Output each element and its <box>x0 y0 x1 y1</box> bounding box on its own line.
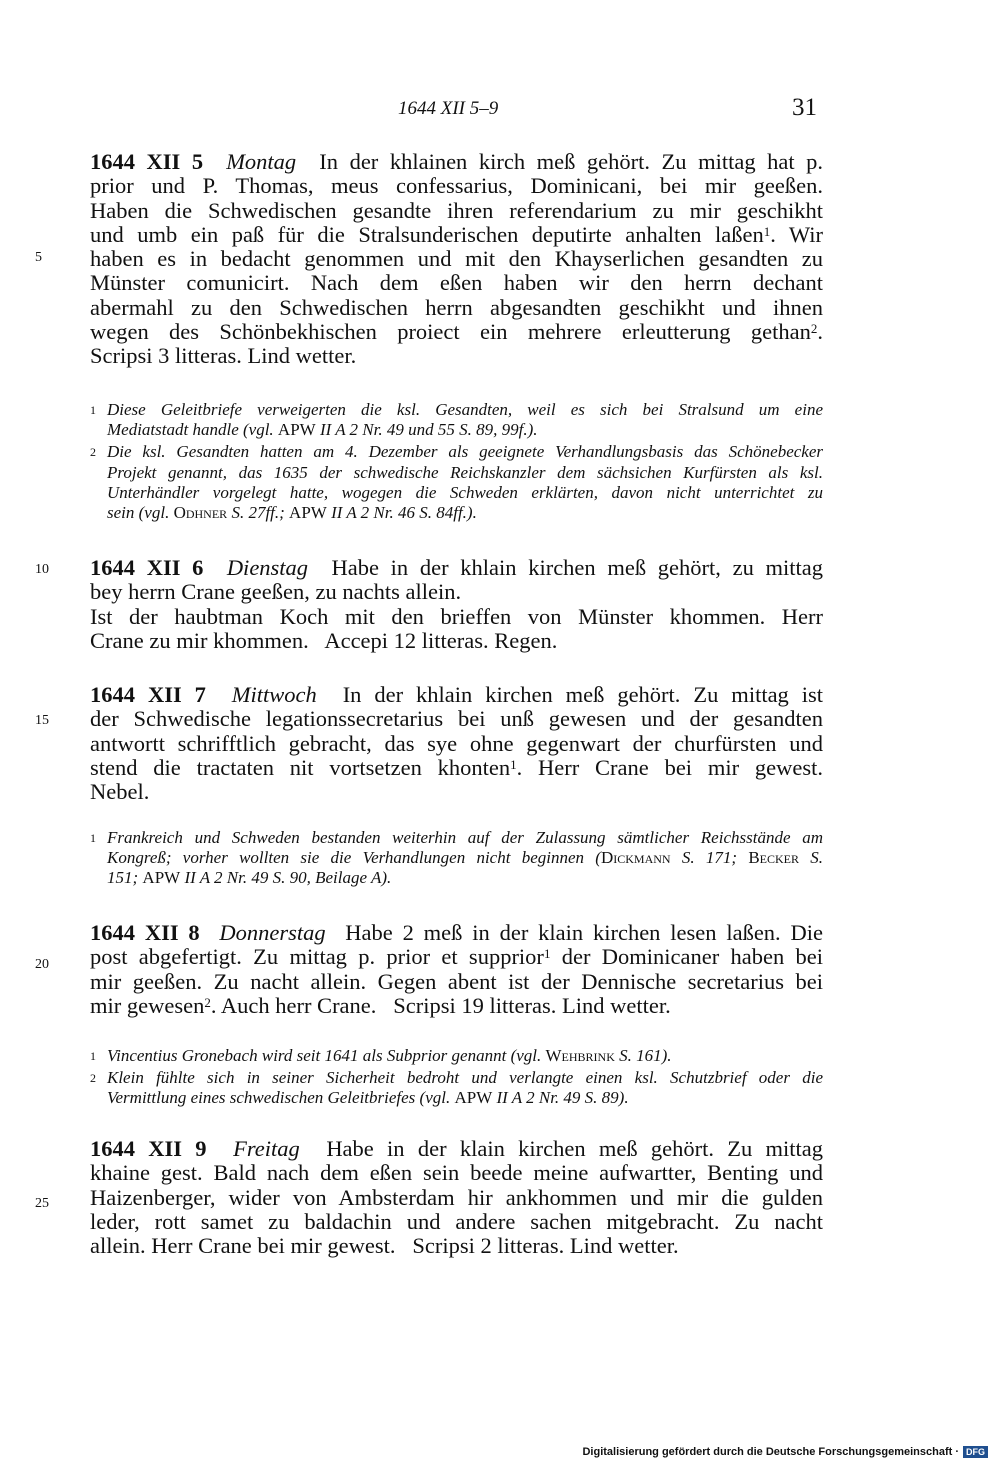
entry-line <box>90 1137 823 1161</box>
funding-footer <box>582 1446 988 1458</box>
diary-entry <box>90 150 823 369</box>
entry-date: 1644 XII 9 <box>90 1136 207 1161</box>
footnote-text: S. <box>799 848 824 868</box>
footnote-ref: 1 <box>763 223 771 239</box>
footnote-text: S. 27ff.; <box>227 502 290 522</box>
line-number: 5 <box>35 250 42 265</box>
entry-day: Dienstag <box>226 555 309 580</box>
footnote-line <box>90 442 823 462</box>
footnote-text: II A 2 Nr. 49 und 55 S. 89, 99f.). <box>315 420 538 440</box>
footnote-number: 2 <box>90 1071 96 1086</box>
footnote-text: S. 171; <box>670 848 749 868</box>
footnote-number: 1 <box>90 403 96 417</box>
footnote-text: Diese Geleitbriefe verweigerten die ksl. Gesandten, weil es sich bei Stralsund um eine <box>107 400 823 419</box>
entry-date: 1644 XII 5 <box>90 149 204 174</box>
footnote-text: Klein fühlte sich in seiner Sicherheit bedroht und verlangte einen ksl. Schutzbrief oder die <box>107 1068 823 1088</box>
entry-text: . Herr Crane bei mir gewest. <box>516 754 823 780</box>
footnote-line <box>90 1088 823 1108</box>
entry-date: 1644 XII 7 <box>90 682 206 707</box>
footnote-number: 1 <box>90 831 96 845</box>
footnote-line <box>90 420 823 440</box>
diary-entry <box>90 683 823 804</box>
footnote-text: Wehbrink <box>545 1046 615 1065</box>
footnote-text: II A 2 Nr. 49 S. 90, Beilage A). <box>180 868 392 888</box>
entry-line <box>90 683 823 707</box>
line-number: 20 <box>35 957 49 972</box>
footnote-ref: 2 <box>204 994 211 1010</box>
entry-date: 1644 XII 8 <box>90 920 200 945</box>
entry-text: post abgefertigt. Zu mittag p. prior et supprior <box>90 944 544 970</box>
footnote-line: Projekt genannt, das 1635 der schwedische Reichskanzler dem sächsichen Kurfürsten als ksl. <box>107 462 823 482</box>
footnote-line: Unterhändler vorgelegt hatte, wogegen die Schweden erklärten, davon nicht unterrichtet zu <box>107 482 823 502</box>
footnote-line <box>90 400 823 420</box>
entry-line <box>90 320 823 344</box>
entry-line: haben es in bedacht genommen und mit den Khayserlichen gesandten zu <box>90 246 823 272</box>
footnote-line <box>90 848 823 868</box>
entry-line: mir geeßen. Zu nacht allein. Gegen abent ist der Dennische secretarius bei <box>90 968 823 994</box>
entry-text: mir gewesen <box>90 992 205 1018</box>
footnote-line <box>90 868 823 888</box>
entry-line <box>90 756 823 780</box>
entry-line: Haizenberger, wider von Ambsterdam hir ankhommen und mir die gulden <box>90 1184 823 1210</box>
entry-line: leder, rott samet zu baldachin und andere sachen mitgebracht. Zu nacht <box>90 1208 823 1234</box>
footnote-text: APW <box>454 1088 493 1108</box>
diary-entry <box>90 921 823 1018</box>
entry-line <box>90 921 823 945</box>
entry-text: wegen des Schönbekhischen proiect ein mehrere erleutterung gethan <box>90 319 811 345</box>
entry-text: Habe in der klain kirchen meß gehört. Zu mittag <box>326 1136 823 1161</box>
entry-line <box>90 994 823 1018</box>
entry-line: khaine gest. Bald nach dem eßen sein beede meine aufwartter, Benting und <box>90 1160 823 1186</box>
entry-line: prior und P. Thomas, meus confessarius, Dominicani, bei mir geeßen. <box>90 173 823 199</box>
diary-entry <box>90 1137 823 1258</box>
entry-text: In der khlain kirchen meß gehört. Zu mittag ist <box>342 682 824 707</box>
entry-date: 1644 XII 6 <box>90 555 204 580</box>
footnote-text: Die ksl. Gesandten hatten am 4. Dezember als geeignete Verhandlungsbasis das Schönebecker <box>107 442 823 462</box>
page-number: 31 <box>792 94 817 121</box>
footnote-line <box>90 503 823 523</box>
footnote-line <box>90 1068 823 1088</box>
entry-line <box>90 556 823 580</box>
footnote-text: Becker <box>748 848 799 868</box>
funding-text: Digitalisierung gefördert durch die Deutsche Forschungsgemeinschaft · <box>582 1446 959 1458</box>
entry-line: Ist der haubtman Koch mit den brieffen von Münster khommen. Herr <box>90 603 823 629</box>
entry-text: . Wir <box>770 221 823 247</box>
footnote-text: APW <box>277 420 316 440</box>
footnote-text: 151; <box>107 868 143 888</box>
footnote-text: APW <box>142 868 181 888</box>
entry-text: Habe in der khlain kirchen meß gehört, zu mittag <box>331 555 824 580</box>
entry-line: antwortt schrifftlich gebracht, das sye ohne gegenwart der churfürsten und <box>90 730 823 756</box>
footnote-text: II A 2 Nr. 49 S. 89). <box>492 1088 629 1108</box>
footnote-text: II A 2 Nr. 46 S. 84ff.). <box>326 502 477 522</box>
footnote-line <box>90 1046 823 1066</box>
entry-text: stend die tractaten nit vortsetzen khonten <box>90 754 511 780</box>
entry-day: Freitag <box>233 1136 300 1161</box>
entry-line <box>90 150 823 174</box>
footnote-text: APW <box>289 502 327 522</box>
entry-line: Nebel. <box>90 779 150 805</box>
diary-entry <box>90 556 823 653</box>
footnote-text: sein (vgl. <box>107 502 174 522</box>
line-number: 15 <box>35 713 49 728</box>
footnote-text: Dickmann <box>600 848 671 868</box>
entry-line: Münster comunicirt. Nach dem eßen haben wir den herrn dechant <box>90 270 823 296</box>
entry-line: Scripsi 3 litteras. Lind wetter. <box>90 343 357 369</box>
entry-day: Mittwoch <box>231 682 317 707</box>
footnotes <box>90 828 823 889</box>
entry-line: allein. Herr Crane bei mir gewest. Scripsi 2 litteras. Lind wetter. <box>90 1233 679 1259</box>
entry-day: Donnerstag <box>219 920 326 945</box>
line-number: 25 <box>35 1196 49 1211</box>
footnote-text: Odhner <box>173 502 228 522</box>
line-number: 10 <box>35 562 49 577</box>
footnote-ref: 1 <box>543 946 551 962</box>
footnote-text: S. 161). <box>614 1046 672 1065</box>
entry-line <box>90 945 823 969</box>
footnote-number: 1 <box>90 1049 96 1063</box>
entry-day: Montag <box>226 149 297 174</box>
footnote-line <box>90 828 823 848</box>
footnote-text: Frankreich und Schweden bestanden weiterhin auf der Zulassung sämtlicher Reichsstände am <box>107 828 823 847</box>
entry-line: bey herrn Crane geeßen, zu nachts allein. <box>90 579 462 605</box>
footnote-ref: 1 <box>510 756 517 772</box>
footnote-text: Vermittlung eines schwedischen Geleitbriefes (vgl. <box>107 1088 455 1108</box>
entry-text: . Auch herr Crane. Scripsi 19 litteras. Lind wetter. <box>210 992 671 1018</box>
footnotes <box>90 400 823 523</box>
footnote-text: Vincentius Gronebach wird seit 1641 als Subprior genannt (vgl. <box>107 1046 546 1065</box>
entry-text: Habe 2 meß in der klain kirchen lesen laßen. Die <box>345 920 824 945</box>
footnote-text: Kongreß; vorher wollten sie die Verhandlungen nicht beginnen ( <box>107 848 601 868</box>
running-head-date: 1644 XII 5–9 <box>398 98 499 119</box>
footnotes <box>90 1046 823 1109</box>
footnote-number: 2 <box>90 445 96 460</box>
entry-text: und umb ein paß für die Stralsunderischen deputirte anhalten laßen <box>90 221 764 247</box>
running-head <box>0 94 1000 124</box>
footnote-ref: 2 <box>810 321 818 337</box>
entry-text: In der khlainen kirch meß gehört. Zu mittag hat p. <box>319 149 824 174</box>
entry-line: der Schwedische legationssecretarius bei unß gewesen und der gesandten <box>90 706 823 732</box>
dfg-logo: DFG <box>963 1446 988 1458</box>
entry-line: Haben die Schwedischen gesandte ihren referendarium zu mir geschikht <box>90 197 823 223</box>
footnote-text: Mediatstadt handle (vgl. <box>107 420 278 440</box>
entry-line: Crane zu mir khommen. Accepi 12 litteras. Regen. <box>90 627 558 653</box>
entry-line: abermahl zu den Schwedischen herrn abgesandten geschikht und ihnen <box>90 294 823 320</box>
entry-text: . <box>817 319 823 345</box>
entry-text: der Dominicaner haben bei <box>550 944 823 970</box>
entry-line <box>90 223 823 247</box>
